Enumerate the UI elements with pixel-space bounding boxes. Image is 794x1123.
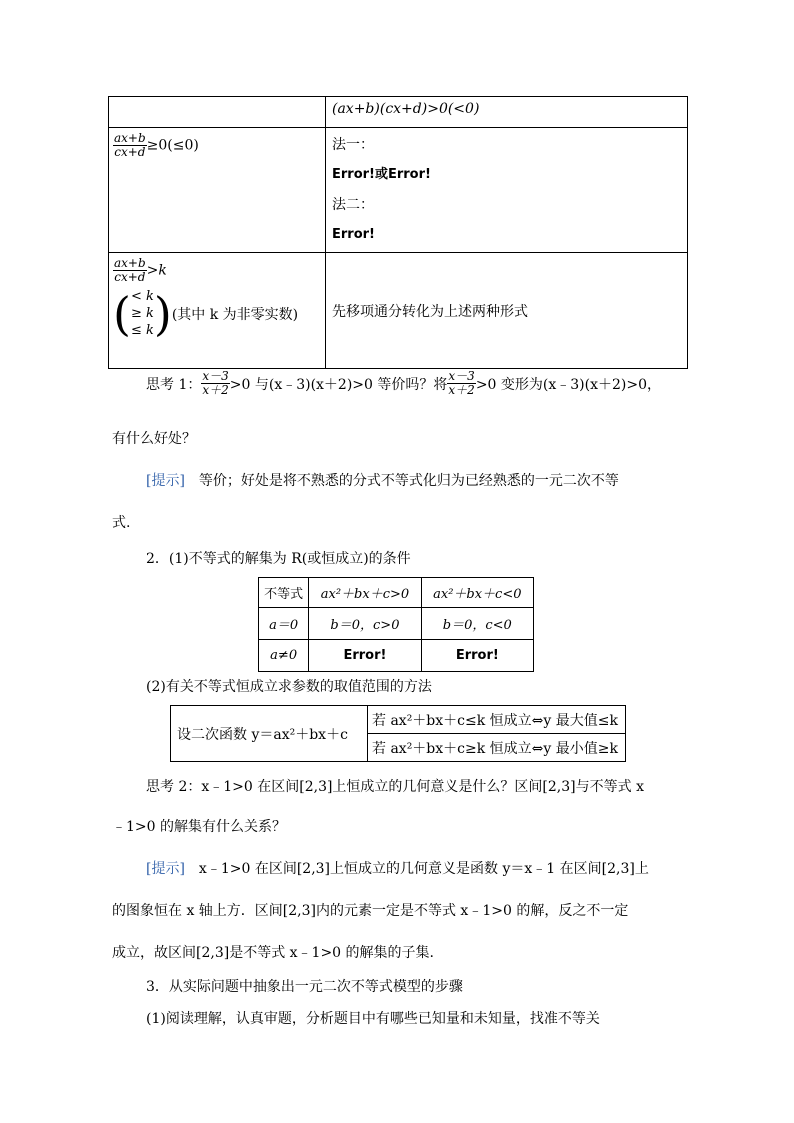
think2-line2: ﹣1>0 的解集有什么关系？ [112,819,286,835]
table2-header-1: ax²＋bx＋c>0 [309,578,421,608]
hint1-line1: [提示] 等价；好处是将不熟悉的分式不等式化归为已经熟悉的一元二次不等 [146,473,619,489]
table2-cell: Error! [309,640,421,672]
hint1-line2: 式. [112,515,131,531]
section3-title: 3．从实际问题中抽象出一元二次不等式模型的步骤 [146,979,463,995]
table3-left: 设二次函数 y＝ax²＋bx＋c [171,706,368,762]
hint2-line2: 的图象恒在 x 轴上方．区间[2,3]内的元素一定是不等式 x﹣1>0 的解，反之不一定 [112,903,629,919]
fraction: $\frac{ax+b}{cx+d}$ [114,256,146,284]
table3-row1: 若 ax²＋bx＋c≤k 恒成立⇔y 最大值≤k [368,706,626,734]
fraction: $\frac{x-3}{x+2}$ [202,369,229,397]
table1-row1-right: 法一： Error!或Error! 法二： Error! [326,128,688,253]
section2-title: 2．(1)不等式的解集为 R(或恒成立)的条件 [146,551,411,567]
table2-cell: a≠0 [259,640,309,672]
section3-para1: (1)阅读理解，认真审题，分析题目中有哪些已知量和未知量，找准不等关 [146,1011,600,1027]
hint2-line3: 成立，故区间[2,3]是不等式 x﹣1>0 的解集的子集. [112,945,434,961]
think1-line1: 思考 1： $\frac{x-3}{x+2}$ >0 与(x﹣3)(x＋2)>0 等价吗？将 $\frac{x-3}{x+2}$ >0 变形为(x﹣3)(x＋2)>0， [146,369,661,397]
table2-cell: b＝0，c>0 [309,608,421,640]
table1-row1-left: $\frac{ax+b}{cx+d}$ ≥0(≤0) [109,128,326,253]
table1-row2-right: 先移项通分转化为上述两种形式 [326,253,688,369]
hint-tag: [提示] [146,473,185,489]
section2-sub2: (2)有关不等式恒成立求参数的取值范围的方法 [146,679,432,695]
fraction: $\frac{ax+b}{cx+d}$ [114,131,146,159]
table1-row2-left: $\frac{ax+b}{cx+d}$ >k ( < k ≥ k ≤ k ) (其中 k 为非零实数) [109,253,326,369]
fraction: $\frac{x-3}{x+2}$ [448,369,475,397]
table2-cell: Error! [421,640,533,672]
table2-cell: a＝0 [259,608,309,640]
right-paren: ) [153,286,172,341]
table2-header-0: 不等式 [259,578,309,608]
think1-line2: 有什么好处？ [112,431,196,447]
param-range-table [170,705,626,762]
conditions-table [258,577,534,672]
think2-line1: 思考 2：x﹣1>0 在区间[2,3]上恒成立的几何意义是什么？区间[2,3]与不等式 x [146,779,644,795]
table2-cell: b＝0，c<0 [421,608,533,640]
table1-cell-empty [109,97,326,128]
table2-header-2: ax²＋bx＋c<0 [421,578,533,608]
left-paren: ( [113,286,131,341]
table1-row0-right: (ax+b)(cx+d)>0(<0) [326,97,688,128]
table3-row2: 若 ax²＋bx＋c≥k 恒成立⇔y 最小值≥k [368,734,626,762]
hint2-line1: [提示] x﹣1>0 在区间[2,3]上恒成立的几何意义是函数 y＝x﹣1 在区间[2,3]上 [146,861,649,877]
hint-tag: [提示] [146,861,185,877]
inequality-methods-table [108,96,688,369]
